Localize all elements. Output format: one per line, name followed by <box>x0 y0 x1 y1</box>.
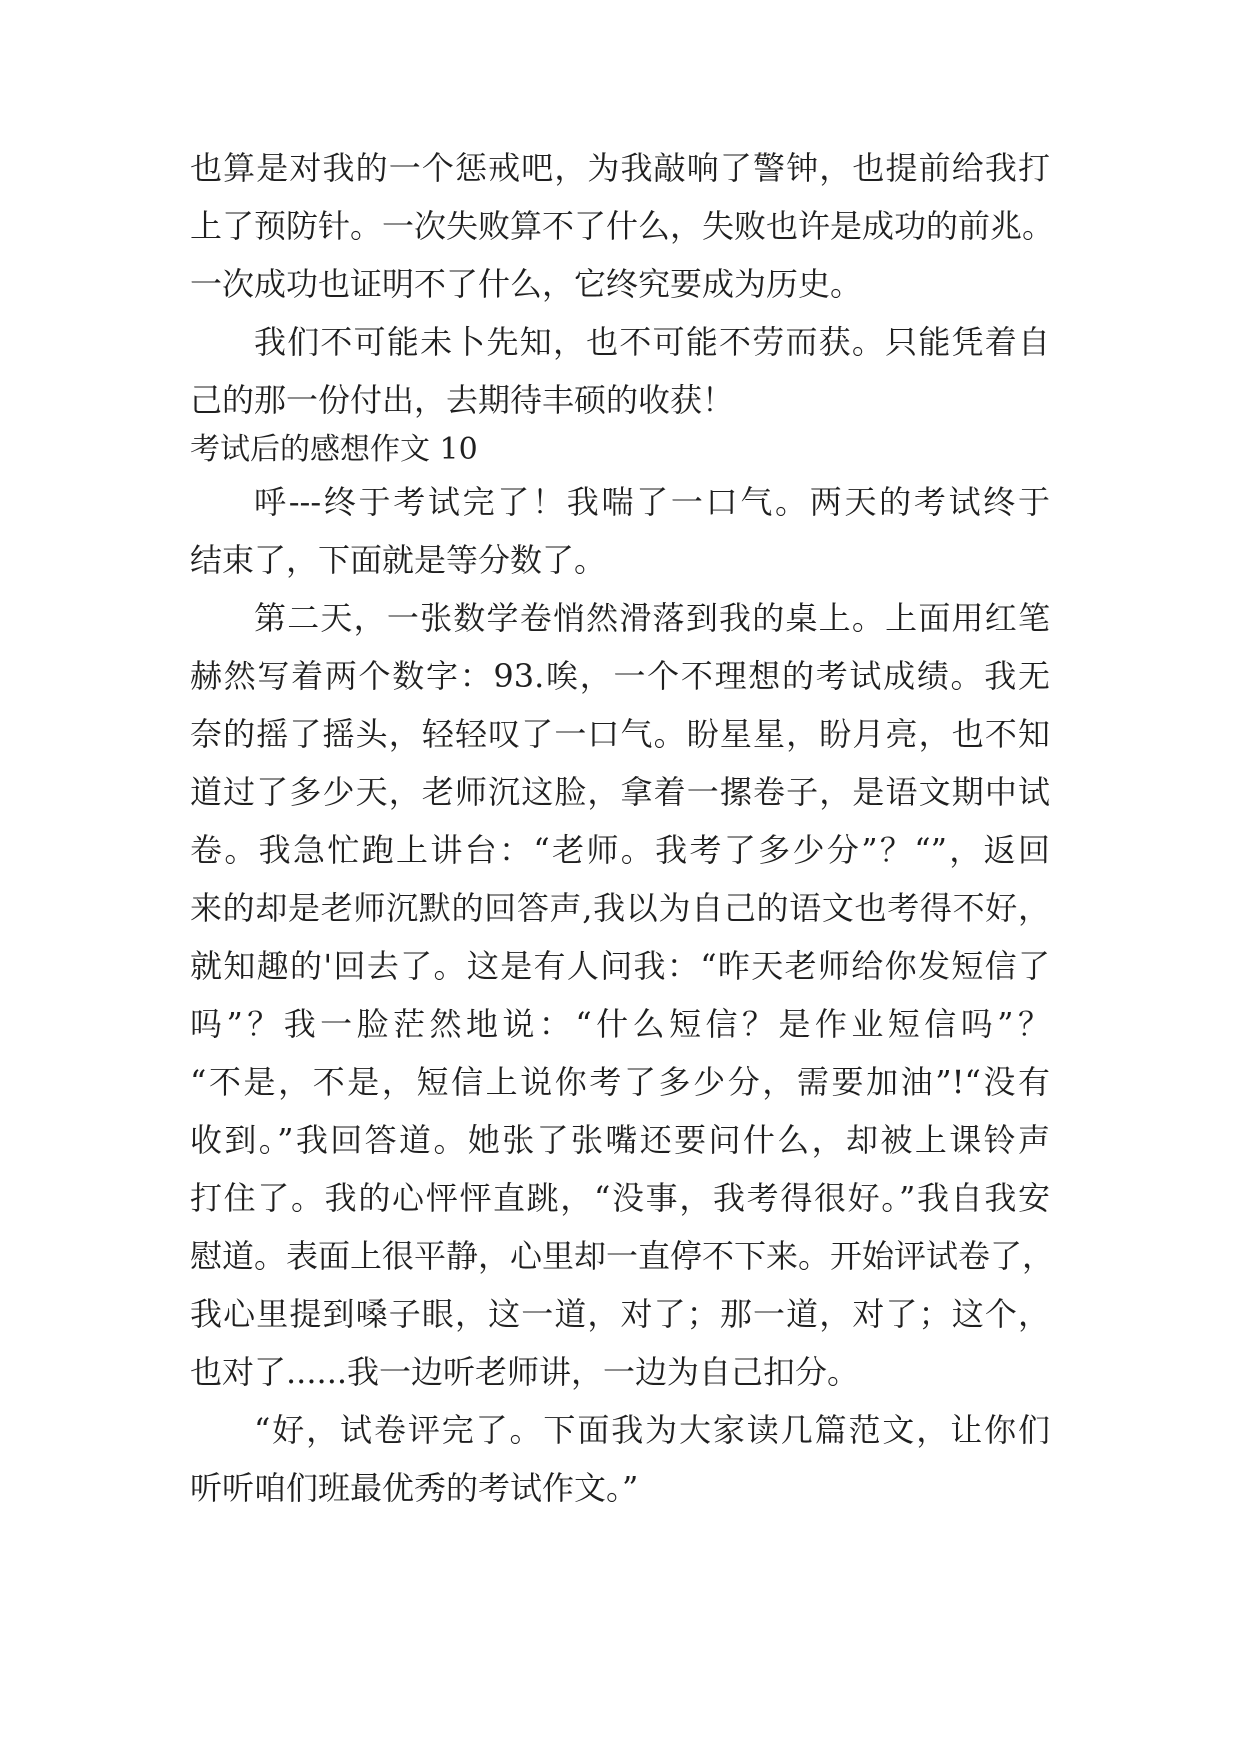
paragraph-first-line: 我们不可能未卜先知，也不可能不劳而获。只能凭着自 <box>254 323 1050 361</box>
text-line: 就知趣的'回去了。这是有人问我：“昨天老师给你发短信了 <box>190 947 1050 985</box>
text-line: 吗”？我一脸茫然地说：“什么短信？是作业短信吗”？ <box>190 1005 1050 1043</box>
paragraph-first-line: 第二天，一张数学卷悄然滑落到我的桌上。上面用红笔 <box>254 599 1050 637</box>
text-line: 卷。我急忙跑上讲台：“老师。我考了多少分”？“”，返回 <box>190 831 1050 869</box>
text-line: 慰道。表面上很平静，心里却一直停不下来。开始评试卷了， <box>190 1237 1055 1275</box>
text-line: 收到。”我回答道。她张了张嘴还要问什么，却被上课铃声 <box>190 1121 1050 1159</box>
text-line: 也对了......我一边听老师讲，一边为自己扣分。 <box>190 1353 860 1391</box>
text-line: 听听咱们班最优秀的考试作文。” <box>190 1469 639 1507</box>
text-line: 道过了多少天，老师沉这脸，拿着一摞卷子，是语文期中试 <box>190 773 1050 811</box>
text-line: 一次成功也证明不了什么，它终究要成为历史。 <box>190 265 863 303</box>
text-line: 己的那一份付出，去期待丰硕的收获！ <box>190 381 735 419</box>
text-line: 我心里提到嗓子眼，这一道，对了；那一道，对了；这个， <box>190 1295 1050 1333</box>
text-line: 上了预防针。一次失败算不了什么，失败也许是成功的前兆。 <box>190 207 1055 245</box>
text-line: 结束了，下面就是等分数了。 <box>190 541 607 579</box>
paragraph-first-line: 呼---终于考试完了！我喘了一口气。两天的考试终于 <box>254 483 1050 521</box>
text-line: 奈的摇了摇头，轻轻叹了一口气。盼星星，盼月亮，也不知 <box>190 715 1050 753</box>
section-heading: 考试后的感想作文 10 <box>190 432 478 467</box>
paragraph-first-line: “好，试卷评完了。下面我为大家读几篇范文，让你们 <box>254 1411 1050 1449</box>
text-line: 打住了。我的心怦怦直跳，“没事，我考得很好。”我自我安 <box>190 1179 1050 1217</box>
text-line: 来的却是老师沉默的回答声,我以为自己的语文也考得不好， <box>190 889 1050 927</box>
text-line: 赫然写着两个数字：93.唉，一个不理想的考试成绩。我无 <box>190 657 1050 695</box>
text-line: 也算是对我的一个惩戒吧，为我敲响了警钟，也提前给我打 <box>190 149 1050 187</box>
text-line: “不是，不是，短信上说你考了多少分，需要加油”!“没有 <box>190 1063 1050 1101</box>
